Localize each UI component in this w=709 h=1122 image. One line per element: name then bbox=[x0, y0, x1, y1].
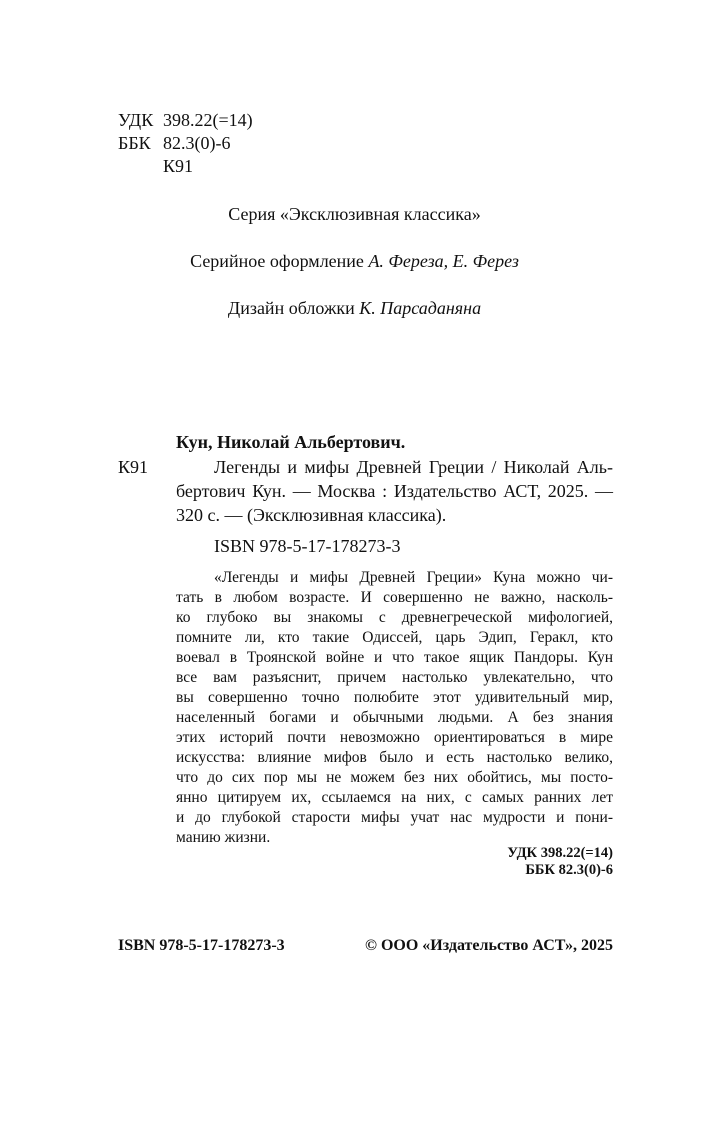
series-design-line bbox=[0, 250, 709, 272]
udk-line bbox=[118, 109, 253, 131]
index-codes bbox=[430, 845, 613, 879]
series-design-label: Серийное оформление bbox=[190, 251, 364, 271]
record-line-2-wrap bbox=[176, 480, 613, 502]
author-mark-record: К91 bbox=[118, 457, 149, 477]
annotation-line: воевал в Троянской войне и что такое ящик Пандоры. Кун bbox=[176, 649, 613, 666]
series-line: Серия «Эксклюзивная классика» bbox=[228, 204, 481, 224]
annotation-line: все вам разъяснит, причем настолько увлекательно, что bbox=[176, 669, 613, 686]
annotation-line: ко глубоко вы знакомы с древнегреческой мифологией, bbox=[176, 609, 613, 626]
cover-design-label: Дизайн обложки bbox=[227, 298, 355, 318]
footer-copyright: © ООО «Издательство АСТ», 2025 bbox=[364, 937, 613, 954]
udk-code: 398.22(=14) bbox=[163, 110, 253, 130]
cover-design-line bbox=[0, 297, 709, 319]
annotation-line: и до глубокой старости мифы учат нас мудрости и пони- bbox=[176, 809, 613, 826]
annotation-line: населенный богами и обычными людьми. А без знания bbox=[176, 709, 613, 726]
annotation-line: вы совершенно точно полюбите этот удивительный мир, bbox=[176, 689, 613, 706]
udk-label: УДК bbox=[118, 110, 154, 130]
author-heading: Кун, Николай Альбертович. bbox=[176, 432, 406, 452]
bbk-label: ББК bbox=[118, 133, 151, 153]
annotation-line: что до сих пор мы не можем без них обойтись, мы посто- bbox=[176, 769, 613, 786]
index-udk: УДК 398.22(=14) bbox=[507, 845, 613, 861]
author-mark-top: К91 bbox=[163, 156, 194, 176]
annotation-line: янно цитируем их, ссылаемся на них, с самых ранних лет bbox=[176, 789, 613, 806]
annotation-line: этих историй почти невозможно ориентироваться в мире bbox=[176, 729, 613, 746]
record-line-1 bbox=[214, 456, 613, 478]
record-line: бертович Кун. — Москва : Издательство АСТ, 2025. — bbox=[176, 481, 613, 501]
cover-design-name: К. Парсаданяна bbox=[359, 298, 482, 318]
bbk-code: 82.3(0)-6 bbox=[163, 133, 231, 153]
footer-isbn: ISBN 978-5-17-178273-3 bbox=[118, 937, 285, 954]
index-bbk: ББК 82.3(0)-6 bbox=[525, 862, 613, 878]
annotation-line: помните ли, кто такие Одиссей, царь Эдип, Геракл, кто bbox=[176, 629, 613, 646]
annotation-line: искусства: влияние мифов было и есть настолько велико, bbox=[176, 749, 613, 766]
record-line: Легенды и мифы Древней Греции / Николай Аль- bbox=[214, 457, 613, 477]
record-line-3: 320 с. — (Эксклюзивная классика). bbox=[176, 505, 447, 525]
annotation-line: «Легенды и мифы Древней Греции» Куна можно чи- bbox=[214, 569, 613, 586]
annotation-line: манию жизни. bbox=[176, 829, 271, 846]
record-isbn: ISBN 978-5-17-178273-3 bbox=[214, 536, 401, 556]
bbk-line bbox=[118, 132, 230, 154]
series-design-names: А. Фереза, Е. Ферез bbox=[368, 251, 519, 271]
annotation-line: тать в любом возрасте. И совершенно не важно, насколь- bbox=[176, 589, 613, 606]
annotation bbox=[176, 568, 613, 848]
